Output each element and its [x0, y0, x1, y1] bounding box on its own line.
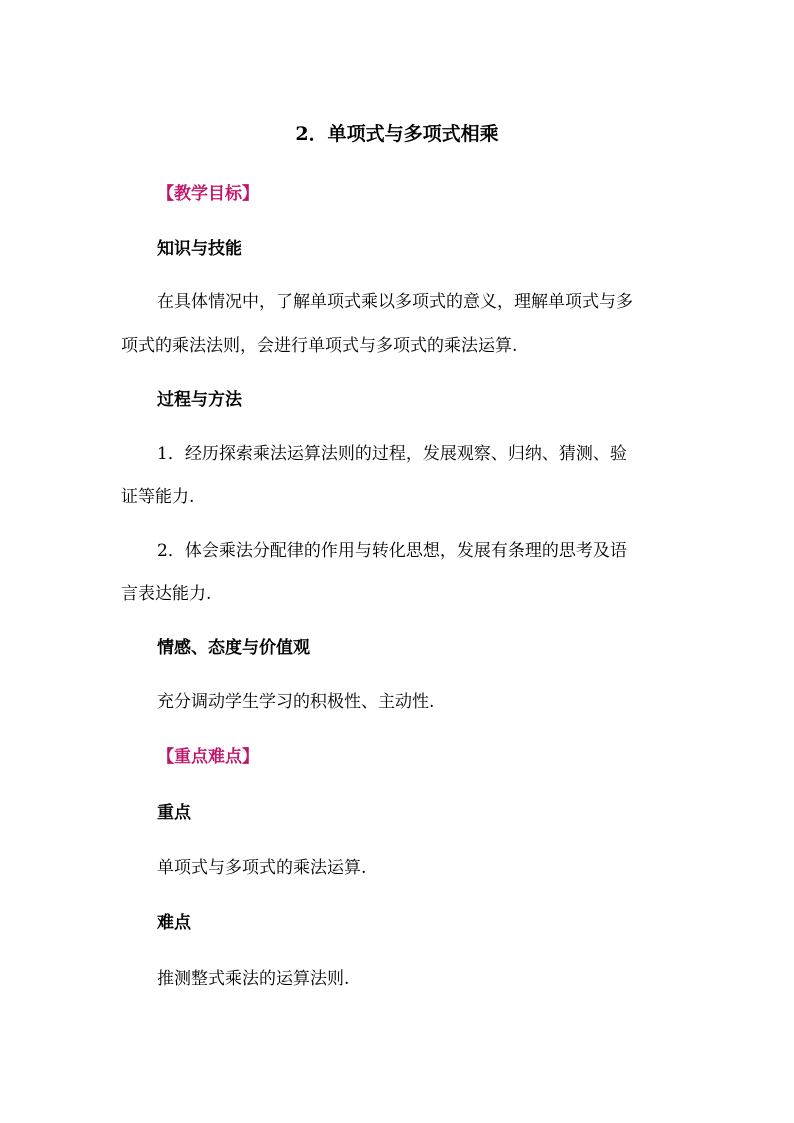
paragraph-process-item1-line-2: 证等能力. [121, 487, 195, 507]
subheading-difficult: 难点 [157, 913, 191, 933]
paragraph-key-line-1: 单项式与多项式的乘法运算. [157, 858, 367, 878]
paragraph-process-item2-line-1: 2．体会乘法分配律的作用与转化思想，发展有条理的思考及语 [157, 541, 627, 561]
section-heading-objectives: 【教学目标】 [157, 184, 259, 204]
section-heading-key-points: 【重点难点】 [157, 747, 259, 767]
subheading-knowledge: 知识与技能 [157, 239, 242, 259]
paragraph-process-item2-line-2: 言表达能力. [121, 584, 212, 604]
subheading-attitude: 情感、态度与价值观 [157, 638, 310, 658]
paragraph-knowledge-line-1: 在具体情况中，了解单项式乘以多项式的意义，理解单项式与多 [157, 292, 633, 312]
paragraph-attitude-line-1: 充分调动学生学习的积极性、主动性. [157, 692, 435, 712]
subheading-key: 重点 [157, 803, 191, 823]
subheading-process: 过程与方法 [157, 390, 242, 410]
page-title: 2．单项式与多项式相乘 [295, 123, 499, 145]
paragraph-difficult-line-1: 推测整式乘法的运算法则. [157, 969, 350, 989]
paragraph-process-item1-line-1: 1．经历探索乘法运算法则的过程，发展观察、归纳、猜测、验 [157, 444, 627, 464]
paragraph-knowledge-line-2: 项式的乘法法则，会进行单项式与多项式的乘法运算. [121, 336, 518, 356]
